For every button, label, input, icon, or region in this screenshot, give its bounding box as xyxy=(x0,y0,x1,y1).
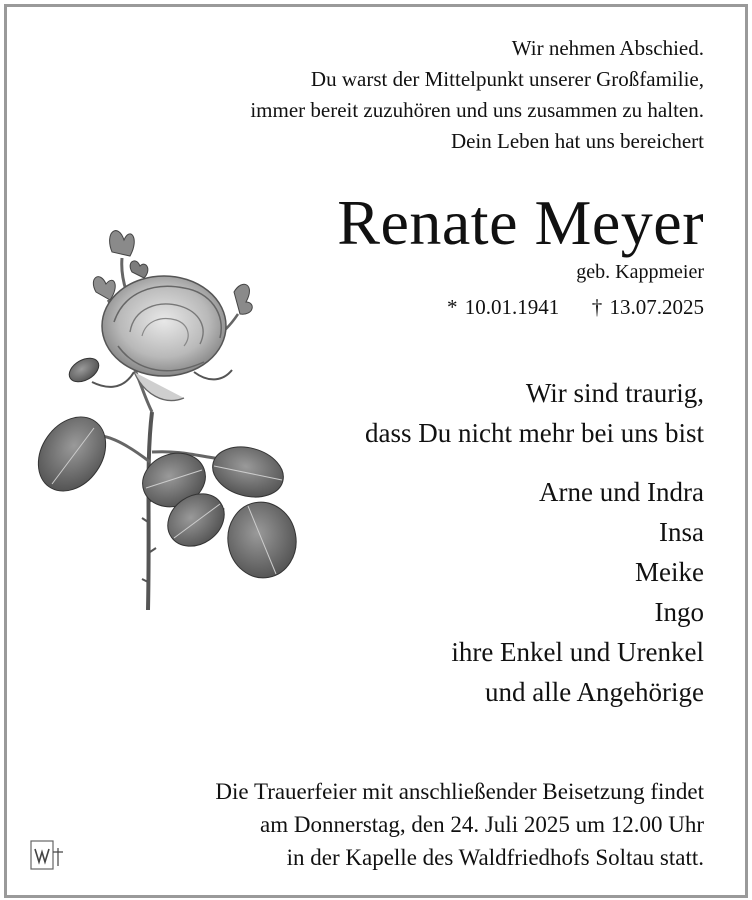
born-name: geb. Kappmeier xyxy=(576,261,704,283)
mourner-item: Meike xyxy=(635,557,704,587)
mourners-list xyxy=(451,472,704,712)
deceased-name: Renate Meyer xyxy=(337,187,704,258)
intro-line: Du warst der Mittelpunkt unserer Großfamilie, xyxy=(310,67,704,91)
service-line: Die Trauerfeier mit anschließender Beisetzung findet xyxy=(215,779,704,804)
intro-line: Dein Leben hat uns bereichert xyxy=(450,129,704,153)
sad-line: Wir sind traurig, xyxy=(525,378,704,408)
mourner-item: und alle Angehörige xyxy=(485,677,704,707)
mourner-item: ihre Enkel und Urenkel xyxy=(451,637,704,667)
sad-line: dass Du nicht mehr bei uns bist xyxy=(365,418,704,448)
rose-illustration-icon xyxy=(34,222,306,614)
birth-date: * 10.01.1941 xyxy=(447,295,560,319)
intro-line: immer bereit zuzuhören und uns zusammen zu halten. xyxy=(250,98,704,122)
intro-text xyxy=(250,33,704,157)
service-info xyxy=(215,775,704,874)
sad-message xyxy=(365,373,704,453)
mourner-item: Arne und Indra xyxy=(539,477,704,507)
death-date: † 13.07.2025 xyxy=(591,295,704,319)
mourner-item: Insa xyxy=(659,517,704,547)
intro-line: Wir nehmen Abschied. xyxy=(511,36,704,60)
mourner-item: Ingo xyxy=(654,597,704,627)
life-dates xyxy=(447,292,704,322)
service-line: am Donnerstag, den 24. Juli 2025 um 12.00 Uhr xyxy=(260,812,704,837)
service-line: in der Kapelle des Waldfriedhofs Soltau statt. xyxy=(286,845,704,870)
publisher-logo-icon xyxy=(30,840,64,870)
